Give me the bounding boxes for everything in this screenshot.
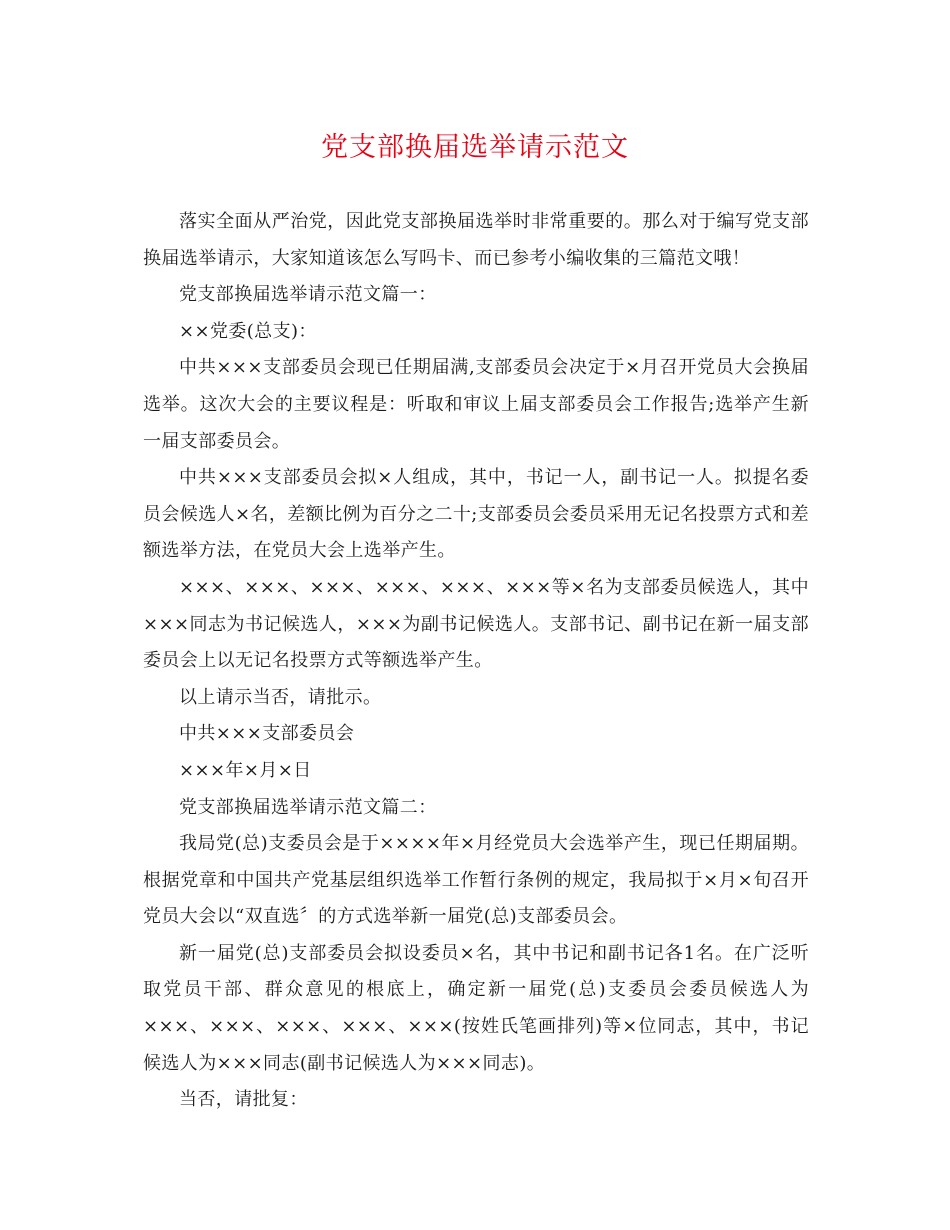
document-title: 党支部换届选举请示范文: [321, 132, 629, 163]
closing-request: 以上请示当否，请批示。: [179, 686, 382, 708]
closing-request: 当否，请批复：: [179, 1089, 308, 1111]
sample-one-heading: 党支部换届选举请示范文篇一：: [179, 284, 437, 306]
document-body: [143, 204, 809, 1119]
intro-paragraph: 落实全面从严治党，因此党支部换届选举时非常重要的。那么对于编写党支部换届选举请示，大家知道该怎么写吗卡、而已参考小编收集的三篇范文哦！: [143, 211, 809, 269]
body-paragraph: 新一届党(总)支部委员会拟设委员×名，其中书记和副书记各1名。在广泛听取党员干部、群众意见的根底上，确定新一届党(总)支委员会委员候选人为×××、×××、×××、×××、×××(按姓氏笔画排列)等×位同志，其中，书记候选人为×××同志(副书记候选人为×××同志)。: [143, 942, 809, 1074]
body-paragraph: 我局党(总)支委员会是于××××年×月经党员大会选举产生，现已任期届期。根据党章和中国共产党基层组织选举工作暂行条例的规定，我局拟于×月×旬召开党员大会以“双直选〞的方式选举新一届党(总)支部委员会。: [143, 833, 809, 928]
body-paragraph: ×××、×××、×××、×××、×××、×××等×名为支部委员候选人，其中×××同志为书记候选人，×××为副书记候选人。支部书记、副书记在新一届支部委员会上以无记名投票方式等额选举产生。: [143, 576, 809, 672]
body-paragraph: 中共×××支部委员会拟×人组成，其中，书记一人，副书记一人。拟提名委员会候选人×名，差额比例为百分之二十;支部委员会委员采用无记名投票方式和差额选举方法，在党员大会上选举产生。: [143, 467, 809, 562]
sample-two-heading: 党支部换届选举请示范文篇二：: [179, 796, 437, 818]
signature-date: ×××年×月×日: [179, 759, 312, 781]
body-paragraph: 中共×××支部委员会现已任期届满,支部委员会决定于×月召开党员大会换届选举。这次大会的主要议程是：听取和审议上届支部委员会工作报告;选举产生新一届支部委员会。: [143, 357, 809, 452]
signature-organization: 中共×××支部委员会: [179, 723, 355, 745]
salutation: ××党委(总支)：: [179, 320, 317, 342]
